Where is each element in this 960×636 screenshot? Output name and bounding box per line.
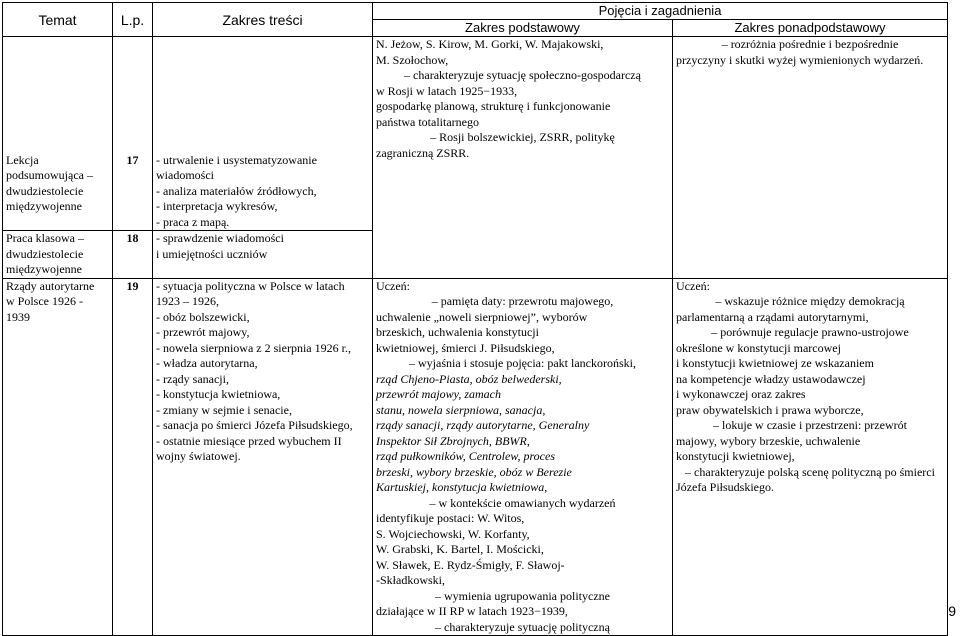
- requirement-line: – pamięta daty: przewrotu majowego,: [431, 294, 614, 308]
- requirement-line: stanu, nowela sierpniowa, sanacja,: [376, 402, 546, 417]
- page-number: 9: [948, 603, 956, 619]
- header-scope: Zakres treści: [153, 3, 373, 37]
- requirement-line: – w kontekście omawianych wydarzeń: [429, 495, 616, 510]
- requirement-line: gospodarkę planową, strukturę i funkcjonowanie: [376, 99, 611, 113]
- topic-class-test: [3, 231, 113, 279]
- requirement-line: – wymienia ugrupowania polityczne: [435, 588, 610, 603]
- scope-19: [153, 278, 373, 636]
- scope-line: - władza autorytarna,: [156, 356, 258, 370]
- requirement-line: uchwalenie „noweli sierpniowej”, wyborów: [376, 309, 588, 324]
- extended-requirements-19: [673, 278, 948, 636]
- topic-line: Praca klasowa –: [6, 231, 84, 245]
- requirement-line: przyczyny i skutki wyżej wymienionych wydarzeń.: [676, 52, 924, 67]
- curriculum-table: [2, 2, 948, 636]
- requirement-line: w Rosji w latach 1925−1933,: [376, 83, 518, 98]
- prev-extended-cell: [673, 37, 948, 279]
- scope-line: - rządy sanacji,: [156, 371, 229, 386]
- requirement-line: -Składkowski,: [376, 573, 445, 587]
- lesson-number-18: 18: [113, 231, 153, 279]
- header-lp: L.p.: [113, 3, 153, 37]
- requirement-line: państwa totalitarnego: [376, 114, 479, 129]
- header-basic: Zakres podstawowy: [373, 20, 673, 37]
- requirement-line: W. Grabski, K. Bartel, I. Mościcki,: [376, 542, 544, 556]
- requirement-line: określone w konstytucji marcowej: [676, 340, 841, 355]
- topic-authoritarian-rule: [3, 278, 113, 636]
- topic-line: Rządy autorytarne: [6, 278, 95, 293]
- requirement-line: – charakteryzuje sytuację społeczno-gospodarczą: [404, 68, 641, 82]
- header-concepts: Pojęcia i zagadnienia: [373, 3, 948, 20]
- scope-line: - obóz bolszewicki,: [156, 309, 250, 324]
- scope-17: [153, 153, 373, 231]
- scope-line: - sprawdzenie wiadomości: [156, 231, 284, 245]
- requirement-line: działające w II RP w latach 1923−1939,: [376, 604, 568, 618]
- topic-line: w Polsce 1926 -: [6, 294, 83, 308]
- requirement-line: rządy sanacji, rządy autorytarne, Generalny: [376, 418, 590, 432]
- header-extended: Zakres ponadpodstawowy: [673, 20, 948, 37]
- scope-line: wojny światowej.: [156, 449, 241, 463]
- topic-line: międzywojenne: [6, 262, 82, 276]
- scope-line: - sytuacja polityczna w Polsce w latach: [156, 278, 345, 293]
- scope-line: - analiza materiałów źródłowych,: [156, 183, 317, 198]
- requirement-line: kwietniowej, śmierci J. Piłsudskiego,: [376, 340, 555, 355]
- requirement-line: brzeskich, uchwalenia konstytucji: [376, 325, 539, 339]
- requirement-line: i konstytucji kwietniowej ze wskazaniem: [676, 356, 874, 370]
- scope-line: - sanacja po śmierci Józefa Piłsudskiego,: [156, 418, 353, 432]
- scope-line: - praca z mapą.: [156, 214, 230, 229]
- requirement-line: i wykonawczej oraz zakres: [676, 387, 806, 401]
- requirement-line: rząd pułkowników, Centrolew, proces: [376, 449, 555, 463]
- requirement-line: przewrót majowy, zamach: [376, 387, 502, 401]
- scope-line: - ostatnie miesiące przed wybuchem II: [156, 433, 342, 448]
- requirement-line: Uczeń:: [676, 278, 710, 293]
- topic-line: dwudziestolecie: [6, 246, 84, 261]
- requirement-line: S. Wojciechowski, W. Korfanty,: [376, 526, 530, 541]
- requirement-line: konstytucji kwietniowej,: [676, 449, 795, 463]
- basic-requirements-19: [373, 278, 673, 636]
- scope-line: - interpretacja wykresów,: [156, 199, 278, 213]
- lesson-number-17: 17: [113, 153, 153, 231]
- requirement-line: majowy, wybory brzeskie, uchwalenie: [676, 433, 861, 448]
- requirement-line: – lokuje w czasie i przestrzeni: przewrót: [713, 418, 907, 432]
- requirement-line: M. Szołochow,: [376, 52, 449, 67]
- requirement-line: – wskazuje różnice między demokracją: [715, 294, 905, 308]
- requirement-line: parlamentarną a rządami autorytarnymi,: [676, 309, 869, 324]
- topic-line: dwudziestolecie: [6, 183, 84, 198]
- requirement-line: – rozróżnia pośrednie i bezpośrednie: [721, 37, 899, 51]
- scope-line: - zmiany w sejmie i senacie,: [156, 402, 292, 417]
- requirement-line: Józefa Piłsudskiego.: [676, 480, 774, 494]
- scope-line: - utrwalenie i usystematyzowanie: [156, 152, 317, 167]
- requirement-line: W. Sławek, E. Rydz-Śmigły, F. Sławoj-: [376, 557, 565, 572]
- requirement-line: N. Jeżow, S. Kirow, M. Gorki, W. Majakowski,: [376, 37, 604, 51]
- scope-line: - przewrót majowy,: [156, 325, 250, 339]
- requirement-line: identyfikuje postaci: W. Witos,: [376, 511, 525, 525]
- topic-summary-lesson: [3, 153, 113, 231]
- prev-basic-cell: [373, 37, 673, 279]
- requirement-line: Uczeń:: [376, 278, 410, 293]
- requirement-line: rząd Chjeno-Piasta, obóz belwederski,: [376, 371, 562, 386]
- requirement-line: praw obywatelskich i prawa wyborcze,: [676, 402, 864, 417]
- topic-line: 1939: [6, 309, 30, 324]
- requirement-line: Inspektor Sił Zbrojnych, BBWR,: [376, 433, 530, 448]
- topic-line: międzywojenne: [6, 199, 82, 213]
- topic-line: podsumowująca –: [6, 168, 93, 182]
- requirement-line: – porównuje regulacje prawno-ustrojowe: [711, 325, 909, 339]
- topic-line: Lekcja: [6, 152, 39, 167]
- scope-line: - nowela sierpniowa z 2 sierpnia 1926 r.,: [156, 340, 351, 355]
- lesson-number-19: 19: [113, 278, 153, 636]
- scope-line: - konstytucja kwietniowa,: [156, 387, 281, 401]
- scope-18: [153, 231, 373, 279]
- header-topic: Temat: [3, 3, 113, 37]
- requirement-line: – wyjaśnia i stosuje pojęcia: pakt lanckoroński,: [409, 356, 636, 370]
- requirement-line: zagraniczną ZSRR.: [376, 145, 470, 160]
- requirement-line: Kartuskiej, konstytucja kwietniowa,: [376, 480, 548, 494]
- requirement-line: – charakteryzuje sytuację polityczną: [435, 619, 610, 634]
- requirement-line: – Rosji bolszewickiej, ZSRR, politykę: [430, 130, 615, 144]
- requirement-line: brzeski, wybory brzeskie, obóz w Berezie: [376, 464, 572, 479]
- requirement-line: na kompetencje władzy ustawodawczej: [676, 371, 866, 386]
- scope-line: wiadomości: [156, 168, 214, 182]
- requirement-line: – charakteryzuje polską scenę polityczną po śmierci: [685, 464, 935, 479]
- scope-line: 1923 – 1926,: [156, 294, 219, 308]
- scope-line: i umiejętności uczniów: [156, 246, 268, 261]
